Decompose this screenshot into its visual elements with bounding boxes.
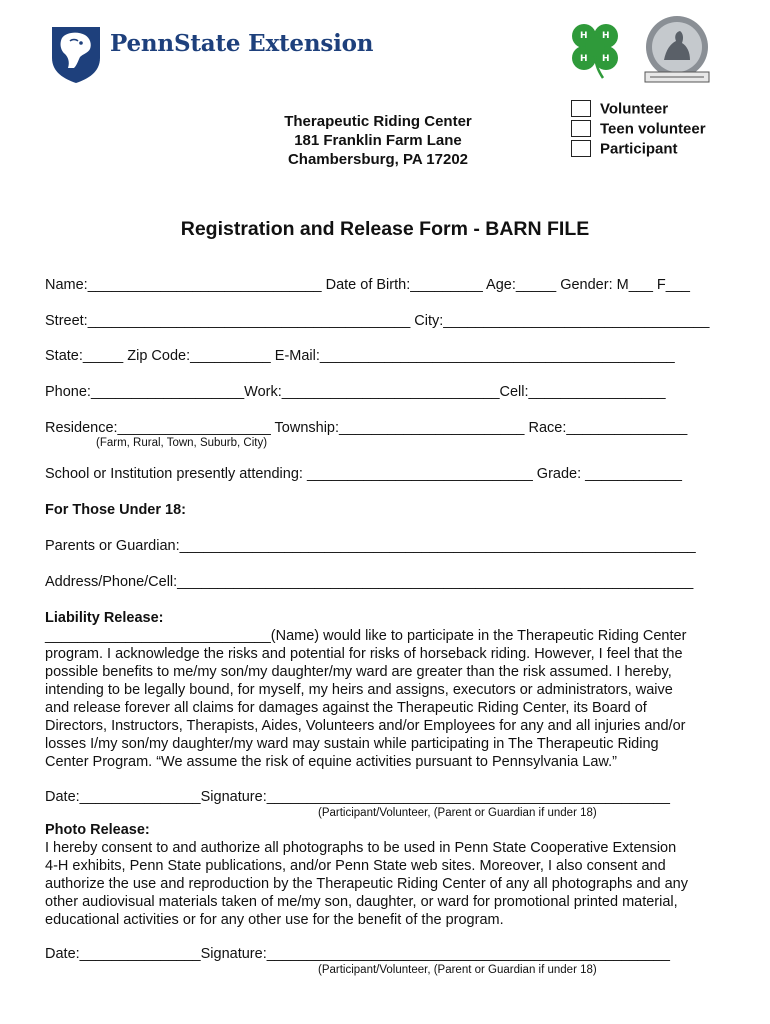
checkbox-teen-volunteer[interactable]	[571, 120, 706, 138]
svg-text:H: H	[580, 54, 588, 64]
checkbox-label: Teen volunteer	[600, 120, 706, 138]
liability-line: and release forever all claims for damages against the Therapeutic Riding Center, its Board of	[45, 700, 647, 716]
photo-line: other audiovisual materials taken of me/my son, daughter, or ward for promotional printed material,	[45, 894, 678, 910]
photo-signature-hint: (Participant/Volunteer, (Parent or Guardian if under 18)	[318, 964, 597, 976]
address-line: Chambersburg, PA 17202	[287, 151, 469, 168]
liability-line: losses I/my son/my daughter/my ward may sustain while participating in The Therapeutic Riding	[45, 736, 659, 752]
photo-line: I hereby consent to and authorize all photographs to be used in Penn State Cooperative Extension	[45, 840, 677, 856]
svg-text:H: H	[602, 54, 610, 64]
liability-line: possible benefits to me/my son/my daughter/my ward are greater than the risk assumed. I hereby,	[45, 664, 672, 680]
liability-line: program. I acknowledge the risks and potential for risks of horseback riding. However, I feel that the	[45, 646, 683, 662]
checkbox-label: Participant	[600, 140, 678, 158]
riding-center-seal-icon	[640, 14, 714, 84]
photo-line: educational activities or for any other use for the benefit of the program.	[45, 912, 504, 928]
checkbox-box[interactable]	[571, 120, 591, 137]
photo-line: authorize the use and reproduction by the Therapeutic Riding Center of any all photographs and any	[45, 876, 688, 892]
residence-hint: (Farm, Rural, Town, Suburb, City)	[96, 437, 268, 449]
phone-work-cell-line[interactable]: Phone:___________________Work:___________________________Cell:_________________	[45, 384, 666, 400]
address-line: 181 Franklin Farm Lane	[294, 132, 462, 149]
liability-heading: Liability Release:	[45, 610, 164, 626]
photo-heading: Photo Release:	[45, 822, 150, 838]
liability-line: ____________________________(Name) would like to participate in the Therapeutic Riding Center	[45, 628, 687, 644]
photo-date-signature-line[interactable]: Date:_______________Signature:__________________________________________________	[45, 946, 670, 962]
svg-text:H: H	[580, 31, 588, 41]
state-zip-email-line[interactable]: State:_____ Zip Code:__________ E-Mail:____________________________________________	[45, 348, 675, 364]
liability-signature-hint: (Participant/Volunteer, (Parent or Guardian if under 18)	[318, 807, 597, 819]
street-city-line[interactable]: Street:________________________________________ City:_________________________________	[45, 313, 710, 329]
checkbox-box[interactable]	[571, 140, 591, 157]
address-line: Therapeutic Riding Center	[284, 113, 472, 130]
svg-text:H: H	[602, 31, 610, 41]
liability-line: Center Program. “We assume the risk of equine activities pursuant to Pennsylvania Law.”	[45, 754, 617, 770]
school-grade-line[interactable]: School or Institution presently attending: ____________________________ Grade: ____________	[45, 466, 682, 482]
checkbox-box[interactable]	[571, 100, 591, 117]
under-18-heading: For Those Under 18:	[45, 502, 186, 518]
liability-line: Directors, Instructors, Therapists, Aides, Volunteers and/or Employees for any and all injuries and/or	[45, 718, 686, 734]
form-title: Registration and Release Form - BARN FILE	[180, 218, 590, 240]
four-h-clover-icon	[562, 16, 628, 82]
logo-text: PennState Extension	[110, 30, 374, 57]
checkbox-label: Volunteer	[600, 100, 669, 118]
liability-date-signature-line[interactable]: Date:_______________Signature:__________________________________________________	[45, 789, 670, 805]
checkbox-volunteer[interactable]	[571, 100, 668, 118]
address-phone-cell-line[interactable]: Address/Phone/Cell:________________________________________________________________	[45, 574, 694, 590]
liability-text	[45, 627, 725, 771]
nittany-lion-shield-icon	[48, 24, 104, 84]
checkbox-participant[interactable]	[571, 140, 678, 158]
liability-line: intending to be legally bound, for myself, my heirs and assigns, executors or administrators, waive	[45, 682, 673, 698]
parents-guardian-line[interactable]: Parents or Guardian:________________________________________________________________	[45, 538, 696, 554]
name-dob-age-gender-line[interactable]: Name:_____________________________ Date of Birth:_________ Age:_____ Gender: M___ F___	[45, 277, 690, 293]
center-address	[250, 112, 506, 169]
photo-text	[45, 839, 725, 929]
photo-line: 4-H exhibits, Penn State publications, and/or Penn State web sites. Moreover, I also consent and	[45, 858, 666, 874]
residence-township-race-line[interactable]: Residence:___________________ Township:_______________________ Race:_______________	[45, 420, 688, 436]
